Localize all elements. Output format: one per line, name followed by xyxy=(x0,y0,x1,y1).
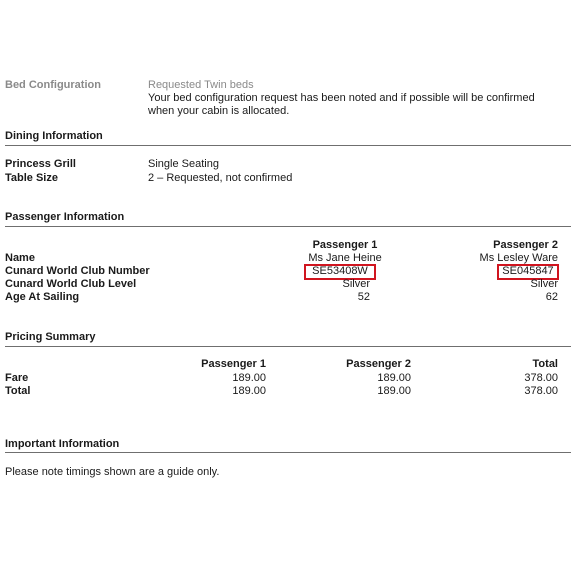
pricing-total-p2: 189.00 xyxy=(377,385,411,397)
passenger-name-label: Name xyxy=(5,252,35,264)
bed-config-note-1: Your bed configuration request has been noted and if possible will be confirmed xyxy=(148,92,535,104)
passenger-2-club-number: SE045847 xyxy=(502,265,554,277)
pricing-fare-label: Fare xyxy=(5,372,29,384)
pricing-total-label: Total xyxy=(5,385,31,397)
pricing-total-p1: 189.00 xyxy=(232,385,266,397)
passenger-col1-header: Passenger 1 xyxy=(312,239,378,251)
passenger-1-age: 52 xyxy=(357,291,370,303)
passenger-2-name: Ms Lesley Ware xyxy=(479,252,558,264)
passenger-2-club-level: Silver xyxy=(530,278,558,290)
passenger-age-label: Age At Sailing xyxy=(5,291,80,303)
pricing-fare-p2: 189.00 xyxy=(377,372,411,384)
pricing-fare-total: 378.00 xyxy=(524,372,558,384)
passenger-club-level-label: Cunard World Club Level xyxy=(5,278,137,290)
dining-table-size-value: 2 – Requested, not confirmed xyxy=(148,172,293,184)
passenger-heading: Passenger Information xyxy=(5,211,125,223)
dining-table-size-label: Table Size xyxy=(5,172,58,184)
passenger-divider xyxy=(5,226,571,227)
pricing-col1-header: Passenger 1 xyxy=(201,358,266,370)
bed-config-value: Requested Twin beds xyxy=(148,79,254,91)
important-text: Please note timings shown are a guide only. xyxy=(5,466,220,478)
pricing-col3-header: Total xyxy=(532,358,558,370)
passenger-1-name: Ms Jane Heine xyxy=(308,252,382,264)
passenger-col2-header: Passenger 2 xyxy=(493,239,558,251)
dining-princess-grill-value: Single Seating xyxy=(148,158,219,170)
pricing-fare-p1: 189.00 xyxy=(232,372,266,384)
bed-config-label: Bed Configuration xyxy=(5,79,101,91)
bed-config-note-2: when your cabin is allocated. xyxy=(148,105,290,117)
passenger-2-age: 62 xyxy=(545,291,558,303)
passenger-club-number-label: Cunard World Club Number xyxy=(5,265,150,277)
dining-princess-grill-label: Princess Grill xyxy=(5,158,76,170)
dining-heading: Dining Information xyxy=(5,130,103,142)
pricing-heading: Pricing Summary xyxy=(5,331,96,343)
pricing-col2-header: Passenger 2 xyxy=(346,358,411,370)
pricing-total-total: 378.00 xyxy=(524,385,558,397)
dining-divider xyxy=(5,145,571,146)
pricing-divider xyxy=(5,346,571,347)
important-heading: Important Information xyxy=(5,438,120,450)
important-divider xyxy=(5,452,571,453)
passenger-1-club-number: SE53408W xyxy=(312,265,368,277)
passenger-1-club-level: Silver xyxy=(342,278,370,290)
